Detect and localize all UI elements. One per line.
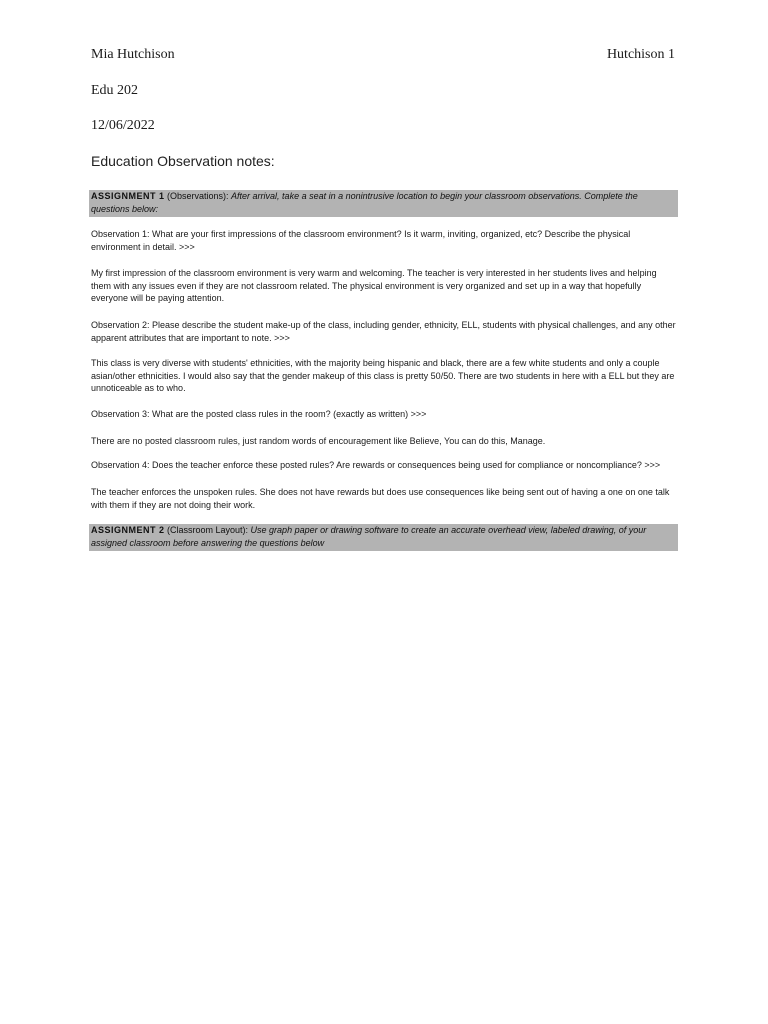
observation-2-question: Observation 2: Please describe the student make-up of the class, including gender, ethnicity, ELL, students with physical challenges, and any other apparent attributes that are important to note. >>> [91, 320, 676, 343]
observation-3-answer: There are no posted classroom rules, just random words of encouragement like Believe, You can do this, Manage. [91, 436, 546, 446]
assignment-1-banner [89, 190, 678, 217]
assignment-2-instructions: Use graph paper or drawing software to create an accurate overhead view, labeled drawing, of your assigned classroom before answering the questions below [91, 525, 647, 548]
document-title: Education Observation notes: [91, 153, 275, 169]
course-line: Edu 202 [91, 83, 139, 98]
observation-1-answer: My first impression of the classroom environment is very warm and welcoming. The teacher is very interested in her students lives and helping them with any issues even if they are not classroom related. The physical environment is very organized and set up in a way that hopefully everyone will be paying attention. [91, 268, 657, 303]
observation-1-question: Observation 1: What are your first impressions of the classroom environment? Is it warm, inviting, organized, etc? Describe the physical environment in detail. >>> [91, 229, 631, 252]
observation-2-answer: This class is very diverse with students' ethnicities, with the majority being hispanic and black, there are a few white students and only a couple asian/other ethnicities. I would also say that the gender makeup of this class is pretty 50/50. There are two students in here with a ELL but they are unnoticeable as to who. [91, 358, 675, 393]
assignment-1-instructions: After arrival, take a seat in a nonintrusive location to begin your classroom observations. Complete the questions below: [91, 191, 638, 214]
page-number-label: Hutchison 1 [606, 47, 675, 62]
assignment-1-label: ASSIGNMENT 1 [91, 191, 165, 201]
observation-4-answer: The teacher enforces the unspoken rules. She does not have rewards but does use consequences like being sent out of having a one on one talk with them if they are not doing their work. [91, 487, 670, 510]
observation-3-question: Observation 3: What are the posted class rules in the room? (exactly as written) >>> [91, 409, 427, 419]
author-name: Mia Hutchison [91, 47, 175, 62]
assignment-2-label: ASSIGNMENT 2 [91, 525, 165, 535]
assignment-2-paren: (Classroom Layout): [164, 525, 251, 535]
date-line: 12/06/2022 [91, 118, 155, 133]
observation-4-question: Observation 4: Does the teacher enforce these posted rules? Are rewards or consequences being used for compliance or noncompliance? >>> [91, 460, 661, 470]
assignment-1-paren: (Observations): [164, 191, 232, 201]
assignment-2-banner [89, 524, 678, 551]
